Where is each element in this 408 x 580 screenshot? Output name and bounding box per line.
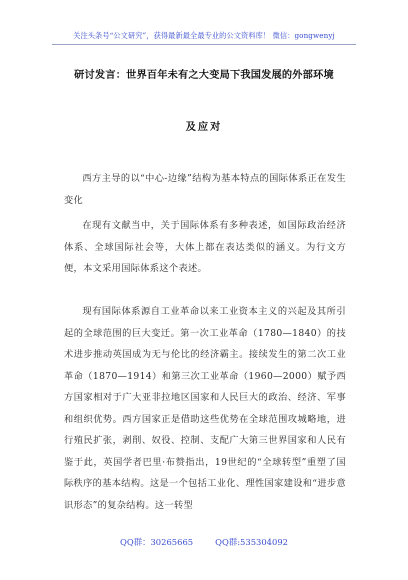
footer [0,536,408,548]
paragraph-2-text: 现有国际体系源自工业革命以来工业资本主义的兴起及其所引起的全球范围的巨大变迁。第一次工业革命（1780—1840）的技术进步推动英国成为无与伦比的经济霸主。接续发生的第二次工业革命（1870—1914）和第三次工业革命（1960—2000）赋予西方国家相对于广大亚非拉地区国家和人民巨大的政治、经济、军事和组织优势。西方国家正是借助这些优势在全球范围攻城略地，进行殖民扩张，剥削、奴役、控制、支配广大第三世界国家和人民有鉴于此，英国学者巴里·布赞指出，19世纪的“全球转型”重塑了国际秩序的基本结构。这是一个包括工业化、理性国家建设和“进步意识形态”的复杂结构。这一转型 [64,306,346,511]
paragraph-2 [64,301,346,516]
document-title-line2: 及应对 [185,121,223,133]
paragraph-1 [64,215,346,280]
section-heading-text: 西方主导的以“中心-边缘”结构为基本特点的国际体系正在发生变化 [64,173,346,206]
section-heading [64,168,346,211]
document-title-line1: 研讨发言：世界百年未有之大变局下我国发展的外部环境 [74,69,334,81]
paragraph-1-text: 在现有文献当中，关于国际体系有多种表述，如国际政治经济体系、全球国际社会等，大体上都在表达类似的涵义。为行文方便，本文采用国际体系这个表述。 [64,220,346,274]
footer-qq-group-2: QQ群:535304092 [215,537,288,547]
footer-qq-group-1: QQ群：30265665 [120,537,194,547]
header-banner: 关注头条号“公文研究”，获得最新最全最专业的公文资料库！ 微信：gongwenyj [73,31,335,40]
header-divider [52,44,356,45]
